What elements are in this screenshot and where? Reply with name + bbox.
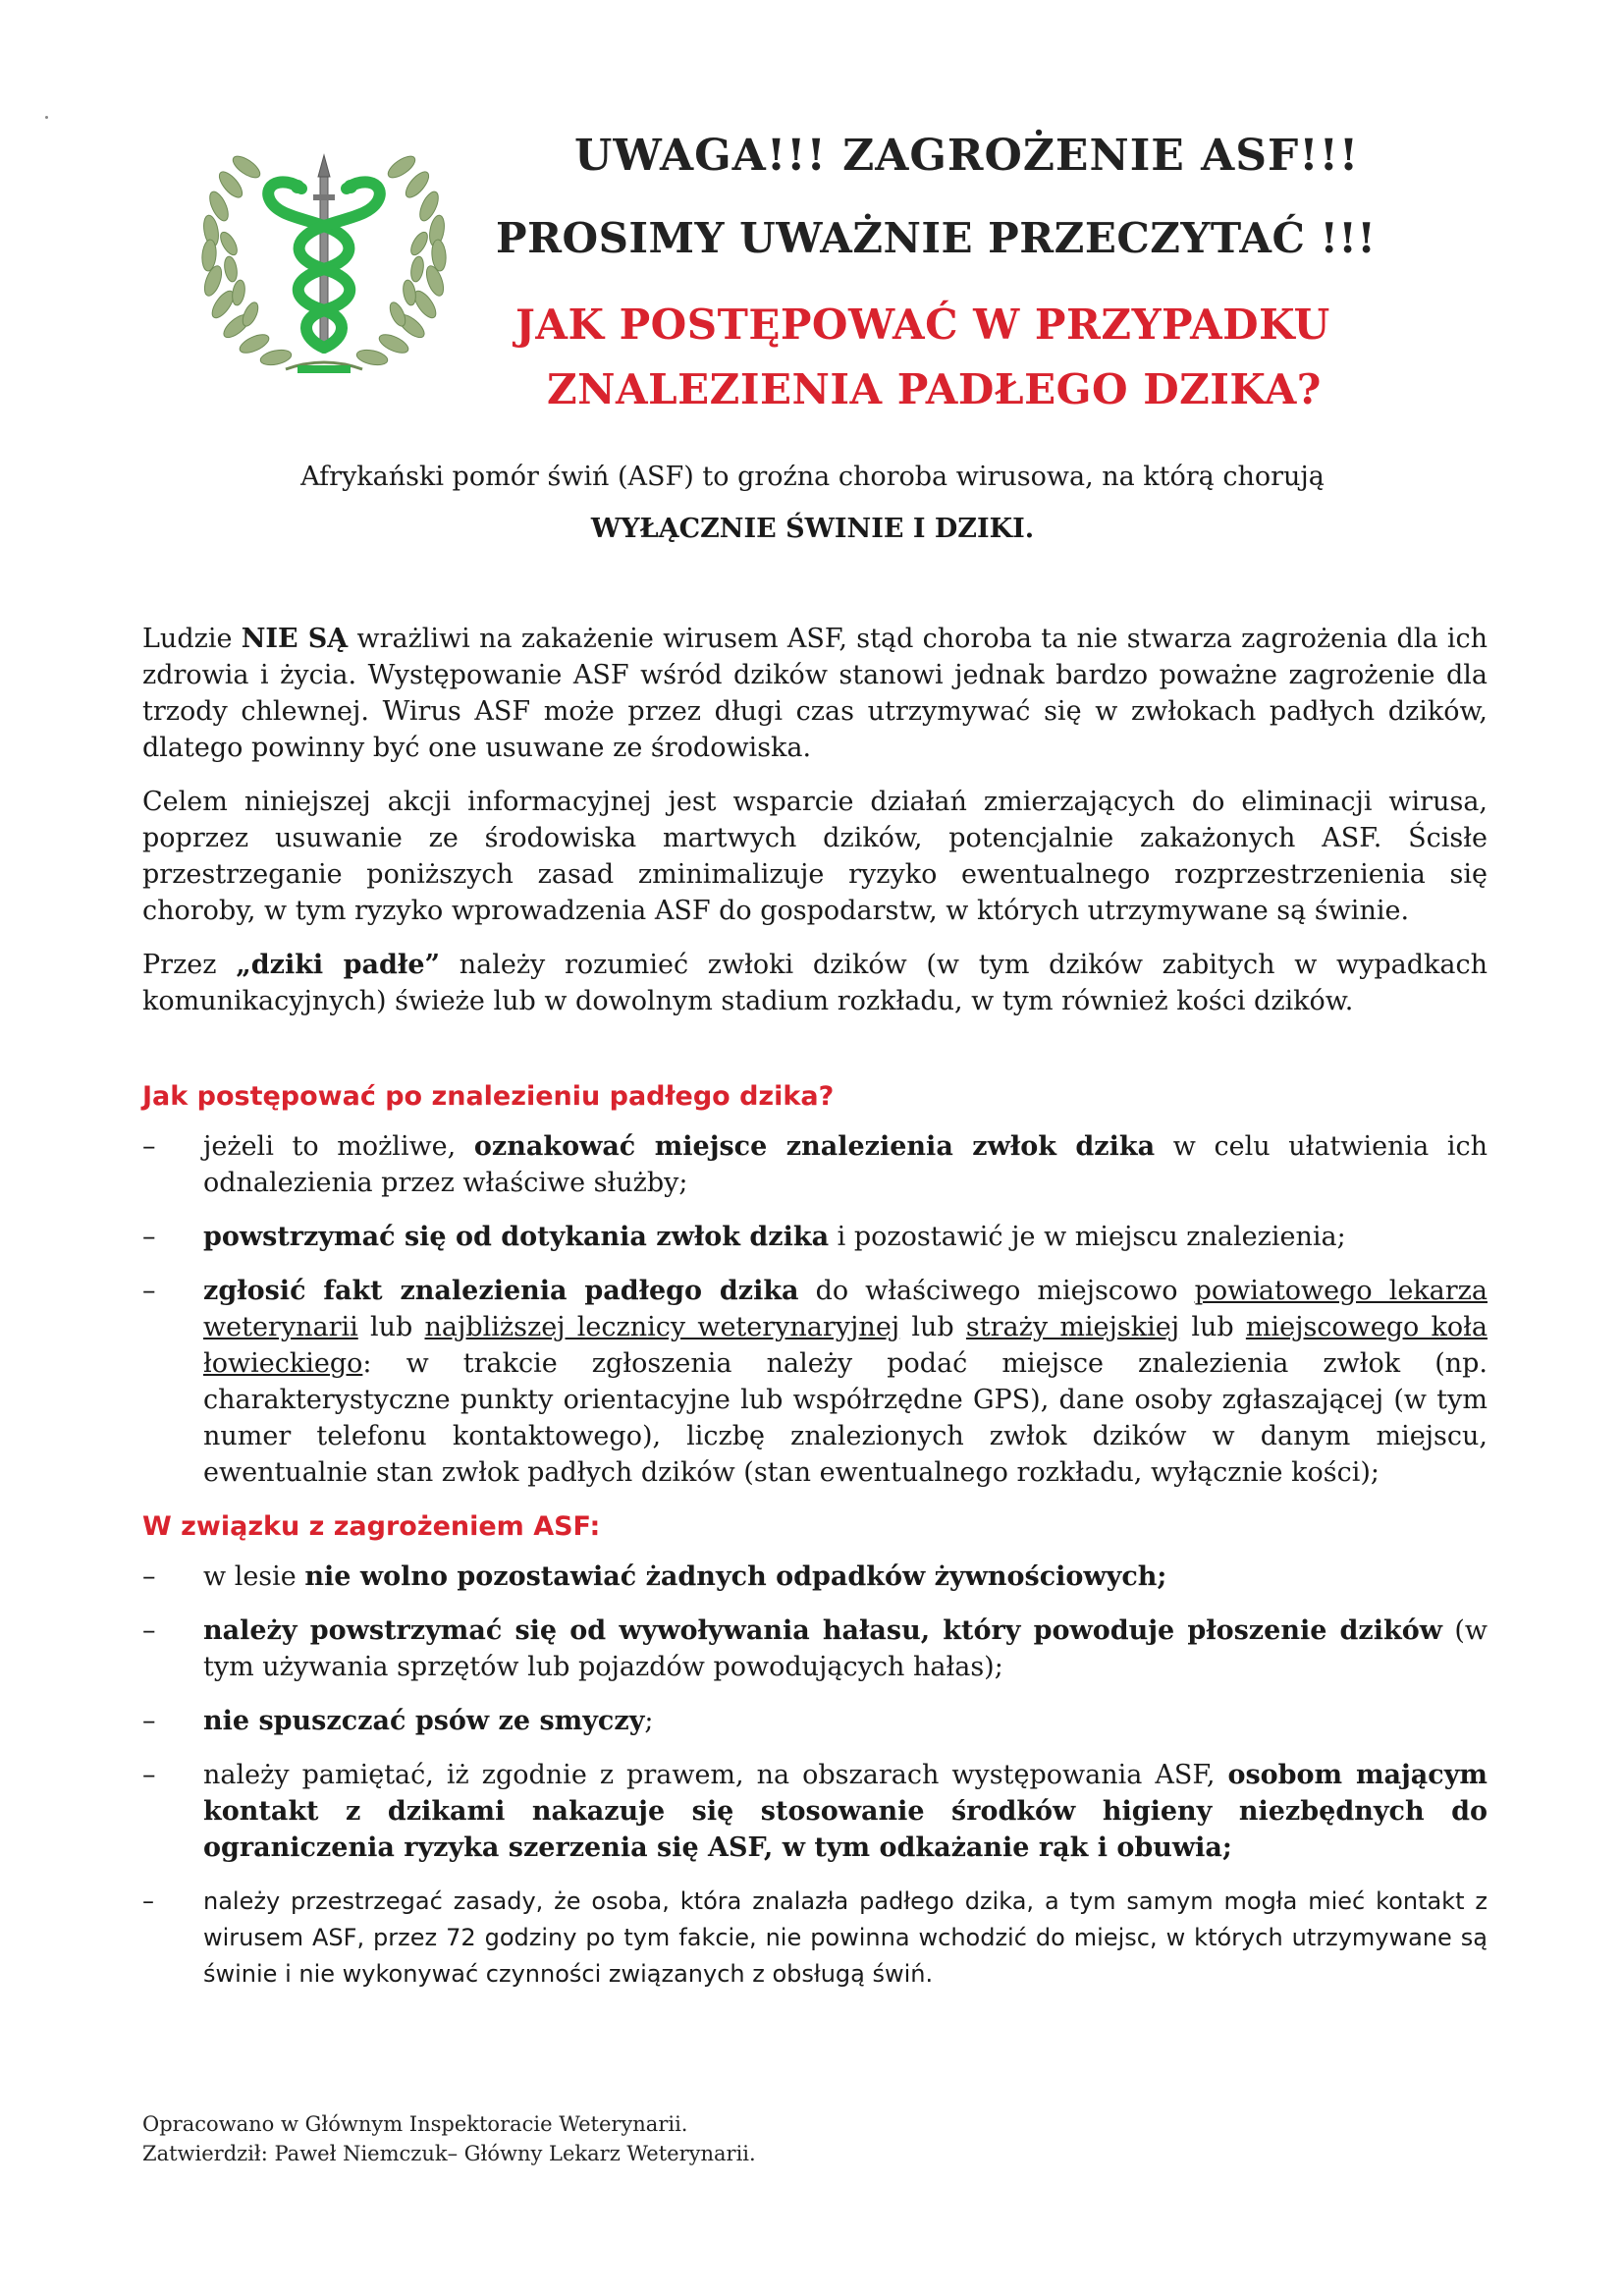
list-item: – zgłosić fakt znalezienia padłego dzika do właściwego miejscowo powiatowego lekarza weterynarii lub najbliższej lecznicy weterynaryjnej lub straży miejskiej lub miejscowego koła łowieckiego: w trakcie zgłoszenia należy podać miejsce znalezienia zwłok (np. charakterystyczne punkty orientacyjne lub współrzędne GPS), dane osoby zgłaszającej (w tym numer telefonu kontaktowego), liczbę znalezionych zwłok dzików w danym miejscu, ewentualnie stan zwłok padłych dzików (stan ewentualnego rozkładu, wyłącznie kości); xyxy=(142,1276,1488,1488)
scan-speck xyxy=(45,116,48,119)
warning-title: UWAGA!!! ZAGROŻENIE ASF!!! xyxy=(574,131,1360,181)
list-item: – w lesie nie wolno pozostawiać żadnych odpadków żywnościowych; xyxy=(142,1561,1167,1592)
main-question-line2: ZNALEZIENIA PADŁEGO DZIKA? xyxy=(547,365,1322,413)
veterinary-logo-icon xyxy=(191,137,457,383)
found-boar-steps xyxy=(142,1128,1488,1491)
list-item: – nie spuszczać psów ze smyczy; xyxy=(142,1706,654,1736)
list-item: – jeżeli to możliwe, oznakować miejsce znalezienia zwłok dzika w celu ułatwienia ich odnalezienia przez właściwe służby; xyxy=(142,1131,1488,1198)
paragraph-1: Ludzie NIE SĄ wrażliwi na zakażenie wirusem ASF, stąd choroba ta nie stwarza zagrożenia dla ich zdrowia i życia. Występowanie ASF wśród dzików stanowi jednak bardzo poważne zagrożenie dla trzody chlewnej. Wirus ASF może przez długi czas utrzymywać się w zwłokach padłych dzików, dlatego powinny być one usuwane ze środowiska. xyxy=(142,624,1488,763)
paragraph-2: Celem niniejszej akcji informacyjnej jest wsparcie działań zmierzających do eliminacji wirusa, poprzez usuwanie ze środowiska martwych dzików, potencjalnie zakażonych ASF. Ścisłe przestrzeganie poniższych zasad zminimalizuje ryzyko ewentualnego rozprzestrzenienia się choroby, w tym ryzyko wprowadzenia ASF do gospodarstw, w których utrzymywane są świnie. xyxy=(142,787,1488,926)
read-carefully-title: PROSIMY UWAŻNIE PRZECZYTAĆ !!! xyxy=(496,214,1377,262)
paragraph-3: Przez „dziki padłe” należy rozumieć zwłoki dzików (w tym dzików zabitych w wypadkach komunikacyjnych) świeże lub w dowolnym stadium rozkładu, w tym również kości dzików. xyxy=(142,950,1488,1016)
main-question-line1: JAK POSTĘPOWAĆ W PRZYPADKU xyxy=(515,301,1330,349)
intro-line: Afrykański pomór świń (ASF) to groźna choroba wirusowa, na którą chorują xyxy=(300,462,1325,492)
list-item: – należy powstrzymać się od wywoływania hałasu, który powoduje płoszenie dzików (w tym używania sprzętów lub pojazdów powodujących hałas); xyxy=(142,1615,1488,1682)
intro-block xyxy=(142,462,1483,566)
section-heading-asf-threat: W związku z zagrożeniem ASF: xyxy=(142,1511,601,1542)
list-item: – powstrzymać się od dotykania zwłok dzika i pozostawić je w miejscu znalezienia; xyxy=(142,1222,1346,1252)
list-item: – należy pamiętać, iż zgodnie z prawem, na obszarach występowania ASF, osobom mającym kontakt z dzikami nakazuje się stosowanie środków higieny niezbędnych do ograniczenia ryzyka szerzenia się ASF, w tym odkażanie rąk i obuwia; xyxy=(142,1760,1488,1863)
list-item: – należy przestrzegać zasady, że osoba, która znalazła padłego dzika, a tym samym mogła mieć kontakt z wirusem ASF, przez 72 godziny po tym fakcie, nie powinna wchodzić do miejsc, w których utrzymywane są świnie i nie wykonywać czynności związanych z obsługą świń. xyxy=(142,1887,1488,1988)
footer-credits xyxy=(142,2109,756,2168)
footer-prepared-by: Opracowano w Głównym Inspektoracie Weterynarii. xyxy=(142,2112,688,2136)
intro-emphasis: WYŁĄCZNIE ŚWINIE I DZIKI. xyxy=(590,514,1035,544)
main-content xyxy=(142,621,1488,2010)
section-heading-found-boar: Jak postępować po znalezieniu padłego dzika? xyxy=(142,1081,835,1112)
asf-threat-rules xyxy=(142,1558,1488,1993)
footer-approved-by: Zatwierdził: Paweł Niemczuk– Główny Lekarz Weterynarii. xyxy=(142,2142,756,2165)
